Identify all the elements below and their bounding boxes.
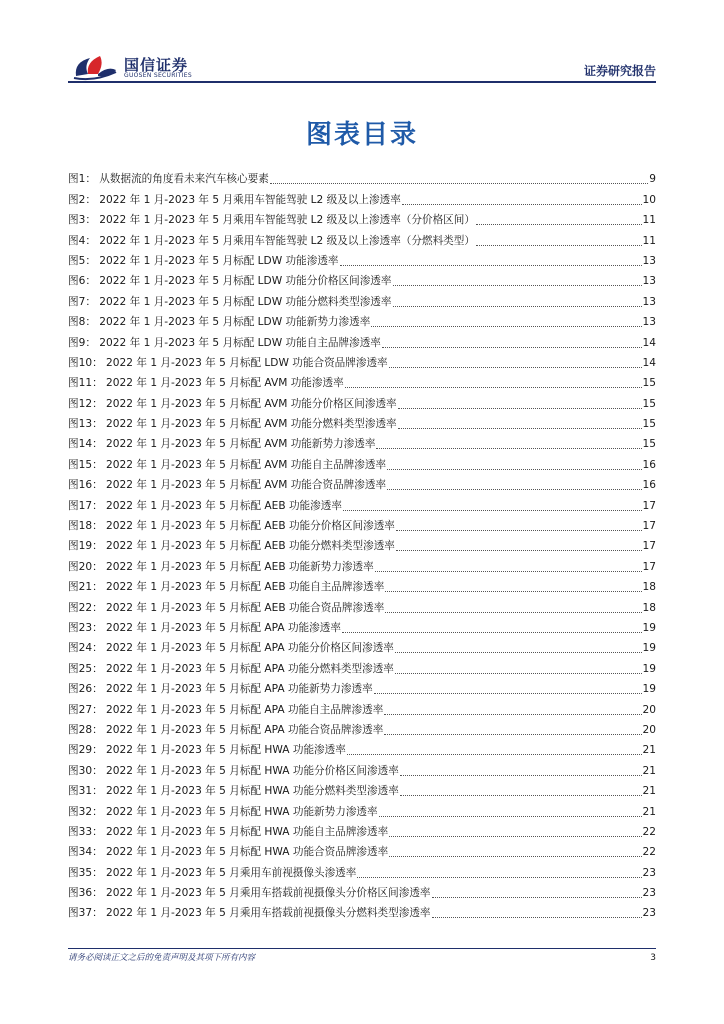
toc-leader-dots <box>384 713 641 715</box>
toc-entry[interactable] <box>68 593 656 613</box>
toc-entry-page[interactable]: 17 <box>642 540 656 553</box>
toc-leader-dots <box>432 896 642 898</box>
toc-leader-dots <box>375 570 642 572</box>
toc-entry[interactable] <box>68 165 656 185</box>
toc-entry-page[interactable]: 9 <box>649 173 656 186</box>
toc-entry-label[interactable]: 图10： 2022 年 1 月-2023 年 5 月标配 LDW 功能合资品牌渗透率 <box>68 356 388 369</box>
toc-leader-dots <box>371 325 641 327</box>
toc-entry-label[interactable]: 图34： 2022 年 1 月-2023 年 5 月标配 HWA 功能合资品牌渗透率 <box>68 846 389 859</box>
toc-entry-label[interactable]: 图37： 2022 年 1 月-2023 年 5 月乘用车搭载前视摄像头分燃料类型渗透率 <box>68 907 431 920</box>
toc-entry-page[interactable]: 22 <box>642 846 656 859</box>
toc-leader-dots <box>384 733 641 735</box>
toc-entry-label[interactable]: 图3： 2022 年 1 月-2023 年 5 月乘用车智能驾驶 L2 级及以上渗透率（分价格区间） <box>68 214 475 227</box>
toc-entry-label[interactable]: 图33： 2022 年 1 月-2023 年 5 月标配 HWA 功能自主品牌渗透率 <box>68 825 389 838</box>
toc-entry-label[interactable]: 图15： 2022 年 1 月-2023 年 5 月标配 AVM 功能自主品牌渗透率 <box>68 458 387 471</box>
toc-entry-label[interactable]: 图4： 2022 年 1 月-2023 年 5 月乘用车智能驾驶 L2 级及以上渗透率（分燃料类型） <box>68 234 475 247</box>
toc-entry-label[interactable]: 图36： 2022 年 1 月-2023 年 5 月乘用车搭载前视摄像头分价格区间渗透率 <box>68 887 431 900</box>
toc-leader-dots <box>476 223 642 225</box>
toc-leader-dots <box>270 182 648 184</box>
toc-entry[interactable] <box>68 879 656 899</box>
toc-entry-label[interactable]: 图35： 2022 年 1 月-2023 年 5 月乘用车前视摄像头渗透率 <box>68 866 357 879</box>
toc-entry-label[interactable]: 图11： 2022 年 1 月-2023 年 5 月标配 AVM 功能渗透率 <box>68 377 344 390</box>
logo-chinese-name: 国信证券 <box>124 56 189 74</box>
toc-entry-label[interactable]: 图31： 2022 年 1 月-2023 年 5 月标配 HWA 功能分燃料类型渗透率 <box>68 785 399 798</box>
toc-entry[interactable] <box>68 512 656 532</box>
toc-entry[interactable] <box>68 654 656 674</box>
toc-entry-label[interactable]: 图32： 2022 年 1 月-2023 年 5 月标配 HWA 功能新势力渗透率 <box>68 805 378 818</box>
toc-entry[interactable] <box>68 756 656 776</box>
footer-disclaimer: 请务必阅读正文之后的免责声明及其项下所有内容 <box>68 953 256 963</box>
toc-entry-label[interactable]: 图13： 2022 年 1 月-2023 年 5 月标配 AVM 功能分燃料类型渗透率 <box>68 418 397 431</box>
toc-entry[interactable] <box>68 532 656 552</box>
toc-leader-dots <box>400 774 642 776</box>
toc-entry-label[interactable]: 图16： 2022 年 1 月-2023 年 5 月标配 AVM 功能合资品牌渗透率 <box>68 479 387 492</box>
page-title: 图表目录 <box>305 120 418 150</box>
toc-leader-dots <box>387 488 641 490</box>
toc-entry[interactable] <box>68 471 656 491</box>
toc-entry-page[interactable]: 15 <box>642 397 656 410</box>
toc-entry[interactable] <box>68 491 656 511</box>
guosen-logo-icon <box>70 52 120 82</box>
toc-entry-page[interactable]: 13 <box>642 316 656 329</box>
guosen-logo <box>70 52 210 82</box>
toc-entry[interactable] <box>68 450 656 470</box>
toc-entry-label[interactable]: 图9： 2022 年 1 月-2023 年 5 月标配 LDW 功能自主品牌渗透率 <box>68 336 381 349</box>
toc-leader-dots <box>382 346 642 348</box>
page-number: 3 <box>650 953 656 963</box>
toc-entry[interactable] <box>68 206 656 226</box>
toc-leader-dots <box>395 651 642 653</box>
toc-entry[interactable] <box>68 369 656 389</box>
toc-entry-page[interactable]: 15 <box>642 377 656 390</box>
toc-entry[interactable] <box>68 716 656 736</box>
toc-entry-page[interactable]: 21 <box>642 764 656 777</box>
toc-entry-page[interactable]: 17 <box>642 520 656 533</box>
toc-leader-dots <box>389 366 642 368</box>
toc-entry-label[interactable]: 图21： 2022 年 1 月-2023 年 5 月标配 AEB 功能自主品牌渗透率 <box>68 581 385 594</box>
toc-entry-page[interactable]: 23 <box>642 907 656 920</box>
toc-leader-dots <box>396 549 642 551</box>
toc-entry-page[interactable]: 19 <box>642 662 656 675</box>
toc-entry[interactable] <box>68 247 656 267</box>
toc-entry-label[interactable]: 图17： 2022 年 1 月-2023 年 5 月标配 AEB 功能渗透率 <box>68 499 342 512</box>
toc-entry-label[interactable]: 图5： 2022 年 1 月-2023 年 5 月标配 LDW 功能渗透率 <box>68 254 339 267</box>
toc-entry-page[interactable]: 19 <box>642 642 656 655</box>
toc-entry-page[interactable]: 10 <box>642 193 656 206</box>
toc-entry-label[interactable]: 图2： 2022 年 1 月-2023 年 5 月乘用车智能驾驶 L2 级及以上渗透率 <box>68 193 401 206</box>
toc-entry-label[interactable]: 图23： 2022 年 1 月-2023 年 5 月标配 APA 功能渗透率 <box>68 621 341 634</box>
toc-entry-label[interactable]: 图20： 2022 年 1 月-2023 年 5 月标配 AEB 功能新势力渗透率 <box>68 560 374 573</box>
toc-entry-page[interactable]: 21 <box>642 785 656 798</box>
toc-leader-dots <box>393 284 642 286</box>
toc-entry-label[interactable]: 图7： 2022 年 1 月-2023 年 5 月标配 LDW 功能分燃料类型渗透率 <box>68 295 392 308</box>
toc-entry[interactable] <box>68 614 656 634</box>
toc-leader-dots <box>379 815 642 817</box>
toc-leader-dots <box>402 203 642 205</box>
toc-leader-dots <box>395 672 642 674</box>
toc-entry-label[interactable]: 图28： 2022 年 1 月-2023 年 5 月标配 APA 功能合资品牌渗透率 <box>68 723 384 736</box>
toc-entry[interactable] <box>68 818 656 838</box>
footer-divider <box>68 948 656 949</box>
toc-leader-dots <box>342 631 642 633</box>
toc-entry[interactable] <box>68 736 656 756</box>
toc-entry-label[interactable]: 图18： 2022 年 1 月-2023 年 5 月标配 AEB 功能分价格区间渗透率 <box>68 520 395 533</box>
toc-entry[interactable] <box>68 858 656 878</box>
report-type-label: 证券研究报告 <box>583 64 656 78</box>
toc-entry-label[interactable]: 图30： 2022 年 1 月-2023 年 5 月标配 HWA 功能分价格区间渗透率 <box>68 764 399 777</box>
toc-leader-dots <box>387 468 641 470</box>
logo-english-name: GUOSEN SECURITIES <box>124 72 193 79</box>
toc-entry[interactable] <box>68 267 656 287</box>
toc-entry[interactable] <box>68 430 656 450</box>
toc-leader-dots <box>345 386 642 388</box>
toc-leader-dots <box>374 692 642 694</box>
toc-leader-dots <box>432 916 642 918</box>
toc-leader-dots <box>400 794 642 796</box>
toc-entry-page[interactable]: 18 <box>642 601 656 614</box>
toc-entry[interactable] <box>68 838 656 858</box>
toc-leader-dots <box>396 529 642 531</box>
toc-entry-page[interactable]: 13 <box>642 254 656 267</box>
toc-entry[interactable] <box>68 634 656 654</box>
toc-entry-page[interactable]: 20 <box>642 723 656 736</box>
toc-leader-dots <box>385 611 641 613</box>
toc-entry-label[interactable]: 图29： 2022 年 1 月-2023 年 5 月标配 HWA 功能渗透率 <box>68 744 346 757</box>
toc-entry[interactable] <box>68 389 656 409</box>
toc-entry-label[interactable]: 图25： 2022 年 1 月-2023 年 5 月标配 APA 功能分燃料类型渗透率 <box>68 662 394 675</box>
toc-entry-page[interactable]: 23 <box>642 887 656 900</box>
toc-entry-page[interactable]: 13 <box>642 295 656 308</box>
toc-leader-dots <box>343 509 642 511</box>
toc-entry[interactable] <box>68 797 656 817</box>
toc-entry-page[interactable]: 16 <box>642 479 656 492</box>
toc-leader-dots <box>340 264 642 266</box>
toc-entry[interactable] <box>68 695 656 715</box>
toc-entry-page[interactable]: 13 <box>642 275 656 288</box>
toc-entry-page[interactable]: 23 <box>642 866 656 879</box>
toc-entry-label[interactable]: 图19： 2022 年 1 月-2023 年 5 月标配 AEB 功能分燃料类型渗透率 <box>68 540 395 553</box>
toc-entry-page[interactable]: 19 <box>642 683 656 696</box>
toc-entry-label[interactable]: 图22： 2022 年 1 月-2023 年 5 月标配 AEB 功能合资品牌渗透率 <box>68 601 385 614</box>
toc-entry-label[interactable]: 图12： 2022 年 1 月-2023 年 5 月标配 AVM 功能分价格区间渗透率 <box>68 397 397 410</box>
toc-entry-label[interactable]: 图6： 2022 年 1 月-2023 年 5 月标配 LDW 功能分价格区间渗透率 <box>68 275 392 288</box>
toc-entry[interactable] <box>68 185 656 205</box>
toc-entry[interactable] <box>68 777 656 797</box>
toc-entry-label[interactable]: 图26： 2022 年 1 月-2023 年 5 月标配 APA 功能新势力渗透率 <box>68 683 373 696</box>
toc-entry-label[interactable]: 图27： 2022 年 1 月-2023 年 5 月标配 APA 功能自主品牌渗透率 <box>68 703 384 716</box>
toc-entry-page[interactable]: 11 <box>642 234 656 247</box>
toc-leader-dots <box>398 407 642 409</box>
toc-entry[interactable] <box>68 552 656 572</box>
toc-leader-dots <box>389 855 641 857</box>
toc-leader-dots <box>398 427 642 429</box>
toc-entry-page[interactable]: 17 <box>642 499 656 512</box>
figure-list <box>68 165 656 919</box>
toc-entry-label[interactable]: 图1： 从数据流的角度看未来汽车核心要素 <box>68 173 269 186</box>
toc-entry-page[interactable]: 20 <box>642 703 656 716</box>
toc-entry[interactable] <box>68 287 656 307</box>
toc-entry-page[interactable]: 21 <box>642 805 656 818</box>
toc-entry[interactable] <box>68 675 656 695</box>
toc-entry-page[interactable]: 16 <box>642 458 656 471</box>
toc-entry-page[interactable]: 15 <box>642 438 656 451</box>
toc-entry-page[interactable]: 15 <box>642 418 656 431</box>
toc-entry-label[interactable]: 图24： 2022 年 1 月-2023 年 5 月标配 APA 功能分价格区间渗透率 <box>68 642 394 655</box>
toc-entry-page[interactable]: 21 <box>642 744 656 757</box>
toc-leader-dots <box>385 590 641 592</box>
toc-leader-dots <box>357 876 641 878</box>
header-divider <box>68 81 656 83</box>
toc-leader-dots <box>347 753 642 755</box>
toc-entry-page[interactable]: 18 <box>642 581 656 594</box>
toc-entry-page[interactable]: 14 <box>642 336 656 349</box>
toc-entry[interactable] <box>68 899 656 919</box>
toc-entry-page[interactable]: 19 <box>642 621 656 634</box>
toc-entry-page[interactable]: 14 <box>642 356 656 369</box>
toc-entry[interactable] <box>68 308 656 328</box>
toc-entry[interactable] <box>68 349 656 369</box>
toc-entry-label[interactable]: 图8： 2022 年 1 月-2023 年 5 月标配 LDW 功能新势力渗透率 <box>68 316 371 329</box>
toc-entry-page[interactable]: 17 <box>642 560 656 573</box>
toc-leader-dots <box>389 835 641 837</box>
toc-entry[interactable] <box>68 328 656 348</box>
toc-leader-dots <box>376 447 641 449</box>
page-header <box>0 0 724 90</box>
toc-entry[interactable] <box>68 410 656 430</box>
toc-entry-page[interactable]: 22 <box>642 825 656 838</box>
toc-entry-label[interactable]: 图14： 2022 年 1 月-2023 年 5 月标配 AVM 功能新势力渗透率 <box>68 438 376 451</box>
toc-leader-dots <box>476 244 642 246</box>
toc-entry[interactable] <box>68 573 656 593</box>
toc-entry[interactable] <box>68 226 656 246</box>
toc-entry-page[interactable]: 11 <box>642 214 656 227</box>
toc-leader-dots <box>393 305 642 307</box>
